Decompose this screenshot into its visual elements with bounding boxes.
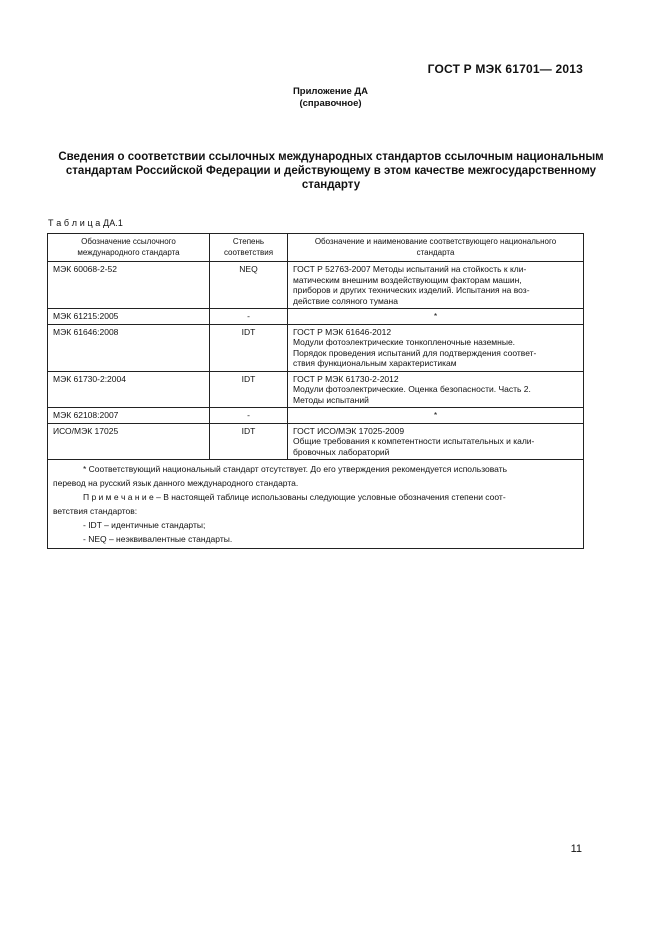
column-header-degree — [210, 234, 288, 262]
national-line: бровочных лабораторий — [293, 446, 390, 457]
national-line: Модули фотоэлектрические. Оценка безопасности. Часть 2. — [293, 384, 531, 394]
degree-cell: IDT — [210, 371, 288, 408]
national-line: матическим внешним воздействующим факторам машин, — [293, 274, 522, 285]
table-row — [48, 408, 584, 424]
appendix-heading — [0, 86, 661, 110]
reference-cell: МЭК 61730-2:2004 — [48, 371, 210, 408]
section-title-line: стандартам Российской Федерации и действующему в этом качестве межгосударственному — [65, 165, 597, 177]
section-title-line: Сведения о соответствии ссылочных международных стандартов ссылочным национальным — [58, 151, 604, 163]
correspondence-table — [47, 233, 584, 549]
note-legend-neq: - NEQ – неэквивалентные стандарты. — [83, 534, 233, 544]
document-header-standard: ГОСТ Р МЭК 61701— 2013 — [427, 62, 583, 76]
reference-cell: МЭК 62108:2007 — [48, 408, 210, 424]
header-text: международного стандарта — [77, 247, 180, 257]
national-line: * — [433, 311, 438, 321]
national-line: действие соляного тумана — [293, 295, 398, 306]
national-line: ГОСТ Р МЭК 61730-2-2012 — [293, 373, 399, 384]
column-header-national — [288, 234, 584, 262]
note-line: ветствия стандартов: — [53, 506, 138, 516]
national-line: Методы испытаний — [293, 394, 369, 405]
national-line: Порядок проведения испытаний для подтверждения соответ- — [293, 347, 537, 358]
footnote-line: перевод на русский язык данного международного стандарта. — [53, 478, 299, 488]
national-cell — [288, 423, 584, 460]
national-cell — [288, 324, 584, 371]
header-text: соответствия — [223, 247, 274, 257]
table-notes — [48, 460, 584, 549]
section-title — [48, 150, 614, 192]
header-text: Степень — [232, 237, 265, 246]
reference-cell: МЭК 61215:2005 — [48, 309, 210, 325]
page-number: 11 — [570, 843, 582, 855]
reference-cell: МЭК 60068-2-52 — [48, 262, 210, 309]
table-header-row — [48, 234, 584, 262]
table-row — [48, 309, 584, 325]
national-line: * — [433, 410, 438, 420]
national-cell — [288, 309, 584, 325]
national-line: ствия функциональным характеристикам — [293, 358, 457, 368]
note-line — [53, 490, 578, 504]
degree-cell: IDT — [210, 423, 288, 460]
section-title-line: стандарту — [301, 179, 361, 191]
national-line: приборов и других технических изделий. Испытания на воз- — [293, 285, 530, 295]
appendix-title: Приложение ДА — [292, 86, 369, 97]
note-text: – В настоящей таблице использованы следующие условные обозначения степени соот- — [153, 492, 506, 502]
national-line: ГОСТ Р МЭК 61646-2012 — [293, 326, 392, 337]
national-line: Общие требования к компетентности испытательных и кали- — [293, 436, 535, 446]
header-text: стандарта — [416, 247, 455, 257]
national-cell — [288, 262, 584, 309]
footnote-line: * Соответствующий национальный стандарт отсутствует. До его утверждения рекомендуется использовать — [83, 464, 508, 474]
table-row — [48, 324, 584, 371]
national-cell — [288, 371, 584, 408]
table-row — [48, 371, 584, 408]
degree-cell: NEQ — [210, 262, 288, 309]
national-cell — [288, 408, 584, 424]
table-label: Т а б л и ц а ДА.1 — [48, 218, 124, 228]
reference-cell: МЭК 61646:2008 — [48, 324, 210, 371]
table-row — [48, 262, 584, 309]
national-line: ГОСТ Р 52763-2007 Методы испытаний на стойкость к кли- — [293, 264, 527, 274]
table-notes-row — [48, 460, 584, 549]
degree-cell: IDT — [210, 324, 288, 371]
header-text: Обозначение и наименование соответствующего национального — [314, 237, 557, 246]
degree-cell: - — [210, 309, 288, 325]
reference-cell: ИСО/МЭК 17025 — [48, 423, 210, 460]
header-text: Обозначение ссылочного — [81, 237, 176, 246]
national-line: ГОСТ ИСО/МЭК 17025-2009 — [293, 425, 405, 436]
degree-cell: - — [210, 408, 288, 424]
column-header-reference — [48, 234, 210, 262]
note-legend-idt: - IDT – идентичные стандарты; — [83, 520, 206, 530]
note-label: П р и м е ч а н и е — [83, 492, 154, 502]
appendix-subtitle: (справочное) — [299, 98, 362, 109]
table-row — [48, 423, 584, 460]
national-line: Модули фотоэлектрические тонкопленочные наземные. — [293, 337, 516, 347]
